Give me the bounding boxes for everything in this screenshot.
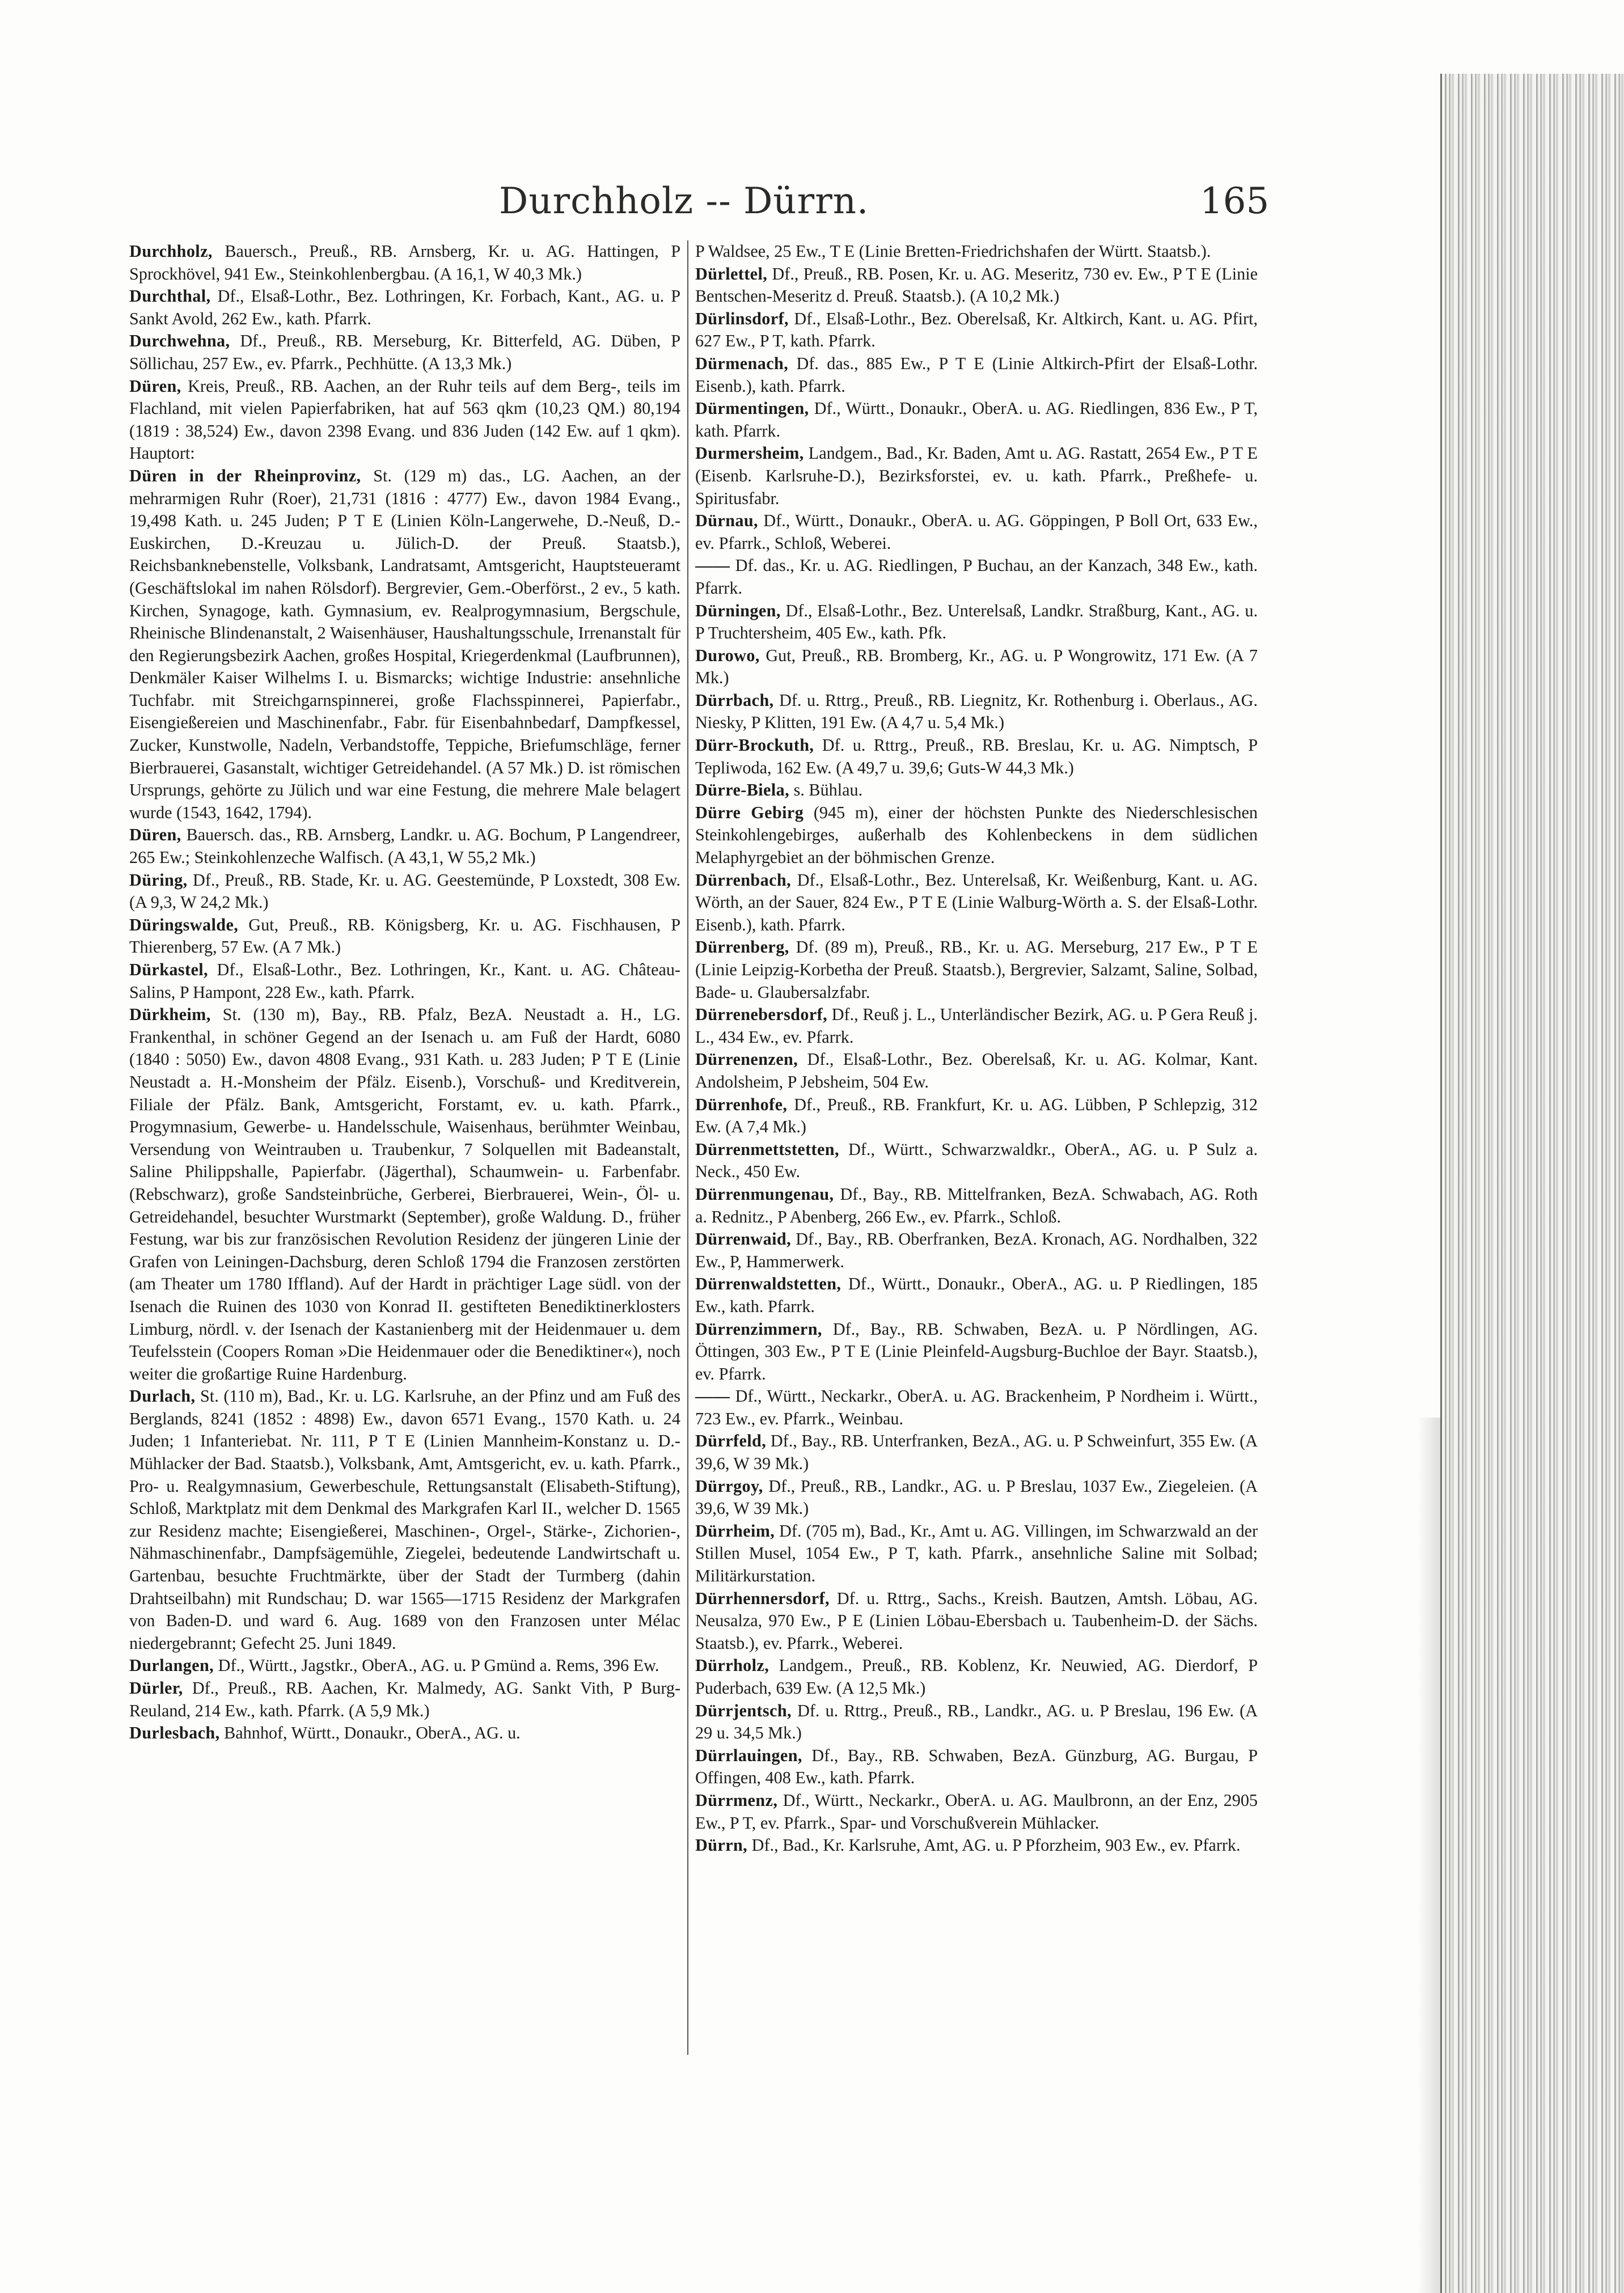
entry-headword: Düringswalde, (129, 915, 239, 934)
column-divider (687, 240, 688, 2055)
entry-headword: Durlach, (129, 1386, 196, 1406)
entry-text: Df., Elsaß-Lothr., Bez. Lothringen, Kr., Kant. u. AG. Château-Salins, P Hampont, 228 Ew., kath. Pfarrk. (129, 960, 680, 1002)
entry-headword: Dürlinsdorf, (695, 308, 789, 328)
dictionary-entry (695, 1094, 1258, 1139)
entry-headword: —— (695, 1386, 730, 1406)
dictionary-entry (695, 510, 1258, 555)
right-column (695, 240, 1258, 2061)
dictionary-entry (695, 1475, 1258, 1520)
entry-text: Gut, Preuß., RB. Königsberg, Kr. u. AG. Fischhausen, P Thierenberg, 57 Ew. (A 7 Mk.) (129, 915, 680, 957)
entry-text: St. (129 m) das., LG. Aachen, an der mehrarmigen Ruhr (Roer), 21,731 (1816 : 4777) Ew., davon 1984 Evang., 19,498 Kath. u. 245 Juden; P T E (Linien Köln-Langerwehe, D.-Neuß, D.-Euskirchen, D.-Kreuzau u. Jülich-D. der Preuß. Staatsb.), Reichsbanknebenstelle, Volksbank, Landratsamt, Amtsgericht, Hauptsteueramt (Geschäftslokal im nahen Rölsdorf). Bergrevier, Gem.-Oberförst., 2 ev., 5 kath. Kirchen, Synagoge, kath. Gymnasium, ev. Realprogymnasium, Bergschule, Rheinische Blindenanstalt, 2 Waisenhäuser, Haushaltungsschule, Irrenanstalt für den Regierungsbezirk Aachen, großes Hospital, Kriegerdenkmal (Laufbrunnen), Denkmäler Kaiser Wilhelms I. u. Bismarcks; wichtige Industrie: ansehnliche Tuchfabr. mit Streichgarnspinnerei, große Flachsspinnerei, Papierfabr., Eisengießereien und Maschinenfabr., Fabr. für Eisenbahnbedarf, Dampfkessel, Zucker, Kunstwolle, Nadeln, Verbandstoffe, Teppiche, Briefumschläge, ferner Bierbrauerei, Gasanstalt, wichtiger Getreidehandel. (A 57 Mk.) D. ist römischen Ursprungs, gehörte zu Jülich und war eine Festung, die mehrere Male belagert wurde (1543, 1642, 1794). (129, 466, 680, 822)
entry-text: Bahnhof, Württ., Donaukr., OberA., AG. u. (224, 1723, 521, 1743)
entry-headword: Durmersheim, (695, 443, 804, 463)
dictionary-entry (695, 1700, 1258, 1745)
entry-text: Df., Bad., Kr. Karlsruhe, Amt, AG. u. P Pforzheim, 903 Ew., ev. Pfarrk. (751, 1835, 1241, 1855)
dictionary-entry (129, 1385, 680, 1655)
entry-text: Df., Preuß., RB. Merseburg, Kr. Bitterfeld, AG. Düben, P Söllichau, 257 Ew., ev. Pfarrk., Pechhütte. (A 13,3 Mk.) (129, 331, 680, 373)
entry-text: Df., Preuß., RB. Frankfurt, Kr. u. AG. Lübben, P Schlepzig, 312 Ew. (A 7,4 Mk.) (695, 1094, 1258, 1137)
entry-headword: —— (695, 556, 730, 576)
entry-headword: Dürrenebersdorf, (695, 1005, 828, 1025)
entry-headword: Dürrn, (695, 1835, 748, 1855)
dictionary-entry (129, 959, 680, 1004)
entry-text: Df. (705 m), Bad., Kr., Amt u. AG. Villingen, im Schwarzwald an der Stillen Musel, 1054 Ew., P T, kath. Pfarrk., ansehnliche Saline mit Solbad; Militärkurstation. (695, 1521, 1258, 1586)
entry-text: Df., Bay., RB. Schwaben, BezA. Günzburg, AG. Burgau, P Offingen, 408 Ew., kath. Pfarrk. (695, 1745, 1258, 1788)
entry-headword: Dürrhennersdorf, (695, 1588, 830, 1608)
entry-text: Landgem., Bad., Kr. Baden, Amt u. AG. Rastatt, 2654 Ew., P T E (Eisenb. Karlsruhe-D.), Bezirksforstei, ev. u. kath. Pfarrk., Preßhefe- u. Spiritusfabr. (695, 443, 1258, 508)
entry-text: Df., Elsaß-Lothr., Bez. Oberelsaß, Kr. Altkirch, Kant. u. AG. Pfirt, 627 Ew., P T, kath. Pfarrk. (695, 308, 1258, 351)
dictionary-entry (695, 1004, 1258, 1048)
entry-headword: Düren, (129, 376, 181, 396)
dictionary-entry (695, 1318, 1258, 1386)
dictionary-entry (695, 1588, 1258, 1655)
entry-headword: Dürrjentsch, (695, 1700, 792, 1720)
entry-headword: Dürrbach, (695, 690, 774, 710)
entry-text: s. Bühlau. (793, 780, 863, 800)
entry-headword: Dürkheim, (129, 1005, 211, 1025)
dictionary-entry (695, 1745, 1258, 1789)
entry-text: Df., Preuß., RB. Stade, Kr. u. AG. Geestemünde, P Loxstedt, 308 Ew. (A 9,3, W 24,2 Mk.) (129, 870, 680, 912)
dictionary-entry (695, 1655, 1258, 1699)
entry-text: Df., Bay., RB. Oberfranken, BezA. Kronach, AG. Nordhalben, 322 Ew., P, Hammerwerk. (695, 1229, 1258, 1271)
dictionary-entry (129, 1677, 680, 1722)
entry-headword: Durlesbach, (129, 1723, 220, 1743)
entry-headword: Dürrenzimmern, (695, 1319, 822, 1339)
entry-text: Df. das., 885 Ew., P T E (Linie Altkirch-Pfirt der Elsaß-Lothr. Eisenb.), kath. Pfarrk. (695, 353, 1258, 396)
entry-headword: Düring, (129, 870, 188, 890)
dictionary-entry (129, 465, 680, 824)
dictionary-entry (695, 1789, 1258, 1834)
entry-text: Df. u. Rttrg., Preuß., RB., Landkr., AG. u. P Breslau, 196 Ew. (A 29 u. 34,5 Mk.) (695, 1700, 1258, 1743)
entry-text: Bauersch. das., RB. Arnsberg, Landkr. u. AG. Bochum, P Langendreer, 265 Ew.; Steinkohlenzeche Walfisch. (A 43,1, W 55,2 Mk.) (129, 825, 680, 868)
entry-headword: Düren in der Rheinprovinz, (129, 466, 361, 485)
entry-headword: Dürre-Biela, (695, 780, 790, 800)
left-column (129, 240, 680, 2083)
entry-headword: Dürrmenz, (695, 1790, 778, 1810)
dictionary-entry (129, 869, 680, 914)
entry-text: Df., Württ., Schwarzwaldkr., OberA., AG. u. P Sulz a. Neck., 450 Ew. (695, 1139, 1258, 1182)
dictionary-entry (129, 1722, 680, 1745)
entry-headword: Dürrenbach, (695, 870, 792, 890)
entry-headword: Dürrgoy, (695, 1476, 763, 1496)
entry-headword: Düren, (129, 825, 181, 845)
entry-text: Gut, Preuß., RB. Bromberg, Kr., AG. u. P Wongrowitz, 171 Ew. (A 7 Mk.) (695, 645, 1258, 688)
dictionary-entry (129, 330, 680, 375)
dictionary-entry (129, 375, 680, 465)
entry-headword: Durchwehna, (129, 331, 230, 351)
entry-headword: Dürrheim, (695, 1521, 775, 1541)
dictionary-entry (695, 869, 1258, 937)
entry-text: Df., Württ., Donaukr., OberA., AG. u. P Riedlingen, 185 Ew., kath. Pfarrk. (695, 1274, 1258, 1316)
dictionary-entry (695, 936, 1258, 1004)
entry-text: P Waldsee, 25 Ew., T E (Linie Bretten-Friedrichshafen der Württ. Staatsb.). (695, 242, 1211, 261)
entry-headword: Dürrenmettstetten, (695, 1139, 839, 1159)
entry-headword: Dürmenach, (695, 353, 789, 373)
entry-headword: Dürrenwaid, (695, 1229, 792, 1249)
entry-text: Bauersch., Preuß., RB. Arnsberg, Kr. u. AG. Hattingen, P Sprockhövel, 941 Ew., Steinkohlenbergbau. (A 16,1, W 40,3 Mk.) (129, 242, 680, 284)
dictionary-entry (695, 689, 1258, 734)
entry-headword: Dürrenberg, (695, 937, 789, 957)
entry-text: Df., Württ., Neckarkr., OberA. u. AG. Maulbronn, an der Enz, 2905 Ew., P T, ev. Pfarrk., Spar- und Vorschußverein Mühlacker. (695, 1790, 1258, 1833)
entry-headword: Dürrenhofe, (695, 1094, 788, 1114)
dictionary-entry (695, 1048, 1258, 1093)
dictionary-entry (695, 1430, 1258, 1475)
dictionary-entry (695, 1834, 1258, 1857)
entry-headword: Durchholz, (129, 242, 213, 261)
entry-text: Df., Preuß., RB. Aachen, Kr. Malmedy, AG. Sankt Vith, P Burg-Reuland, 214 Ew., kath. Pfarrk. (A 5,9 Mk.) (129, 1678, 680, 1720)
entry-text: Df. u. Rttrg., Preuß., RB. Liegnitz, Kr. Rothenburg i. Oberlaus., AG. Niesky, P Klitten, 191 Ew. (A 4,7 u. 5,4 Mk.) (695, 690, 1258, 733)
entry-text: Df., Preuß., RB., Landkr., AG. u. P Breslau, 1037 Ew., Ziegeleien. (A 39,6, W 39 Mk.) (695, 1476, 1258, 1518)
entry-headword: Dürrenenzen, (695, 1050, 798, 1069)
dictionary-entry (695, 600, 1258, 645)
entry-text: Df. (89 m), Preuß., RB., Kr. u. AG. Merseburg, 217 Ew., P T E (Linie Leipzig-Korbetha der Preuß. Staatsb.), Bergrevier, Salzamt, Saline, Solbad, Bade- u. Glaubersalzfabr. (695, 937, 1258, 1002)
dictionary-entry (695, 1385, 1258, 1430)
entry-text: Df., Bay., RB. Mittelfranken, BezA. Schwabach, AG. Roth a. Rednitz., P Abenberg, 266 Ew., ev. Pfarrk., Schloß. (695, 1184, 1258, 1226)
book-binding-edge (1440, 74, 1624, 2293)
dictionary-entry (695, 555, 1258, 599)
dictionary-entry (695, 308, 1258, 353)
dictionary-entry (129, 824, 680, 869)
entry-text: Df., Württ., Donaukr., OberA. u. AG. Göppingen, P Boll Ort, 633 Ew., ev. Pfarrk., Schloß, Weberei. (695, 511, 1258, 553)
entry-headword: Dürningen, (695, 600, 781, 620)
entry-text: Df., Reuß j. L., Unterländischer Bezirk, AG. u. P Gera Reuß j. L., 434 Ew., ev. Pfarrk. (695, 1005, 1258, 1047)
entry-headword: Dürr-Brockuth, (695, 735, 814, 755)
dictionary-entry (695, 779, 1258, 802)
dictionary-entry (129, 914, 680, 959)
dictionary-entry (695, 1520, 1258, 1588)
dictionary-entry (129, 285, 680, 330)
entry-text: St. (130 m), Bay., RB. Pfalz, BezA. Neustadt a. H., LG. Frankenthal, in schöner Gegend an der Isenach u. am Fuß der Hardt, 6080 (1840 : 5050) Ew., davon 4808 Evang., 931 Kath. u. 283 Juden; P T E (Linie Neustadt a. H.-Monsheim der Pfälz. Eisenb.), Vorschuß- und Kreditverein, Filiale der Pfälz. Bank, Amtsgericht, Forstamt, ev. u. kath. Pfarrk., Progymnasium, Gewerbe- u. Handelsschule, Waisenhaus, berühmter Weinbau, Versendung von Weintrauben u. Traubenkur, 7 Solquellen mit Badeanstalt, Saline Philippshalle, Papierfabr. (Jägerthal), Schaumwein- u. Farbenfabr. (Rebschwarz), große Sandsteinbrüche, Gerberei, Bierbrauerei, Wein-, Öl- u. Getreidehandel, besuchter Wurstmarkt (September), große Waldung. D., früher Festung, war bis zur französischen Revolution Residenz der jüngeren Linie der Grafen von Leiningen-Dachsburg, deren Schloß 1794 die Franzosen zerstörten (am Theater um 1780 Iffland). Auf der Hardt in prächtiger Lage südl. von der Isenach die Ruinen des 1030 von Konrad II. gestifteten Benediktinerklosters Limburg, nördl. v. der Isenach der Kastanienberg mit der Heidenmauer u. dem Teufelsstein (Coopers Roman »Die Heidenmauer oder die Benediktiner«), noch weiter die großartige Ruine Hardenburg. (129, 1005, 680, 1384)
entry-headword: Dürrlauingen, (695, 1745, 802, 1765)
dictionary-entry (129, 1655, 680, 1677)
entry-headword: Durlangen, (129, 1656, 214, 1676)
entry-headword: Durowo, (695, 645, 760, 665)
entry-headword: Dürlettel, (695, 264, 768, 284)
entry-text: Df., Preuß., RB. Posen, Kr. u. AG. Meseritz, 730 ev. Ew., P T E (Linie Bentschen-Meseritz d. Preuß. Staatsb.). (A 10,2 Mk.) (695, 264, 1258, 306)
dictionary-entry (695, 645, 1258, 689)
dictionary-entry (695, 240, 1258, 263)
dictionary-entry (695, 734, 1258, 779)
entry-text: Landgem., Preuß., RB. Koblenz, Kr. Neuwied, AG. Dierdorf, P Puderbach, 639 Ew. (A 12,5 Mk.) (695, 1656, 1258, 1698)
entry-headword: Dürre Gebirg (695, 802, 804, 822)
entry-headword: Durchthal, (129, 286, 211, 306)
entry-headword: Dürmentingen, (695, 399, 809, 418)
dictionary-entry (695, 442, 1258, 510)
entry-text: Df., Bay., RB. Unterfranken, BezA., AG. u. P Schweinfurt, 355 Ew. (A 39,6, W 39 Mk.) (695, 1431, 1258, 1474)
entry-text: Df. u. Rttrg., Preuß., RB. Breslau, Kr. u. AG. Nimptsch, P Tepliwoda, 162 Ew. (A 49,7 u. 39,6; Guts-W 44,3 Mk.) (695, 735, 1258, 777)
entry-text: (945 m), einer der höchsten Punkte des Niederschlesischen Steinkohlengebirges, außerhalb des Kohlenbeckens in dem südlichen Melaphyrgebiet an der böhmischen Grenze. (695, 802, 1258, 868)
dictionary-entry (695, 1183, 1258, 1228)
entry-text: Df., Württ., Donaukr., OberA. u. AG. Riedlingen, 836 Ew., P T, kath. Pfarrk. (695, 399, 1258, 441)
dictionary-entry (695, 1228, 1258, 1273)
dictionary-entry (129, 240, 680, 285)
entry-headword: Dürrholz, (695, 1656, 769, 1676)
dictionary-entry (695, 353, 1258, 397)
dictionary-entry (695, 1139, 1258, 1183)
dictionary-entry (129, 1004, 680, 1385)
entry-headword: Dürler, (129, 1678, 183, 1698)
entry-text: Df., Württ., Jagstkr., OberA., AG. u. P Gmünd a. Rems, 396 Ew. (218, 1656, 659, 1676)
entry-headword: Dürrfeld, (695, 1431, 767, 1451)
entry-text: Kreis, Preuß., RB. Aachen, an der Ruhr teils auf dem Berg-, teils im Flachland, mit vielen Papierfabriken, hat auf 563 qkm (10,23 QM.) 80,194 (1819 : 38,524) Ew., davon 2398 Evang. und 836 Juden (142 Ew. auf 1 qkm). Hauptort: (129, 376, 680, 463)
running-header: Durchholz -- Dürrn. (499, 180, 869, 222)
entry-headword: Dürkastel, (129, 960, 209, 979)
entry-text: Df., Bay., RB. Schwaben, BezA. u. P Nördlingen, AG. Öttingen, 303 Ew., P T E (Linie Pleinfeld-Augsburg-Buchloe der Bayr. Staatsb.), ev. Pfarrk. (695, 1319, 1258, 1384)
dictionary-entry (695, 1273, 1258, 1318)
entry-text: Df., Elsaß-Lothr., Bez. Unterelsaß, Landkr. Straßburg, Kant., AG. u. P Truchtersheim, 405 Ew., kath. Pfk. (695, 600, 1258, 643)
entry-headword: Dürrenmungenau, (695, 1184, 834, 1204)
dictionary-entry (695, 397, 1258, 442)
entry-text: Df., Elsaß-Lothr., Bez. Unterelsaß, Kr. Weißenburg, Kant. u. AG. Wörth, an der Sauer, 824 Ew., P T E (Linie Walburg-Wörth a. S. der Elsaß-Lothr. Eisenb.), kath. Pfarrk. (695, 870, 1258, 934)
entry-text: Df. u. Rttrg., Sachs., Kreish. Bautzen, Amtsh. Löbau, AG. Neusalza, 970 Ew., P E (Linien Löbau-Ebersbach u. Taubenheim-D. der Sächs. Staatsb.), ev. Pfarrk., Weberei. (695, 1588, 1258, 1653)
entry-text: Df., Elsaß-Lothr., Bez. Lothringen, Kr. Forbach, Kant., AG. u. P Sankt Avold, 262 Ew., kath. Pfarrk. (129, 286, 680, 328)
dictionary-entry (695, 263, 1258, 308)
page-number: 165 (1200, 180, 1270, 222)
entry-text: Df., Elsaß-Lothr., Bez. Oberelsaß, Kr. u. AG. Kolmar, Kant. Andolsheim, P Jebsheim, 504 Ew. (695, 1050, 1258, 1091)
dictionary-entry (695, 802, 1258, 869)
entry-headword: Dürnau, (695, 511, 759, 531)
entry-text: Df., Württ., Neckarkr., OberA. u. AG. Brackenheim, P Nordheim i. Württ., 723 Ew., ev. Pfarrk., Weinbau. (695, 1386, 1258, 1428)
entry-text: St. (110 m), Bad., Kr. u. LG. Karlsruhe, an der Pfinz und am Fuß des Berglands, 8241 (1852 : 4898) Ew., davon 6571 Evang., 1570 Kath. u. 24 Juden; 1 Infanteriebat. Nr. 111, P T E (Linien Mannheim-Konstanz u. D.-Mühlacker der Bad. Staatsb.), Volksbank, Amt, Amtsgericht, ev. u. kath. Pfarrk., Pro- u. Realgymnasium, Gewerbeschule, Rettungsanstalt (Elisabeth-Stiftung), Schloß, Marktplatz mit dem Denkmal des Markgrafen Karl II., welcher D. 1565 zur Residenz machte; Eisengießerei, Maschinen-, Orgel-, Stärke-, Zichorien-, Nähmaschinenfabr., Dampfsägemühle, Ziegelei, bedeutende Landwirtschaft u. Gartenbau, besuchte Fruchtmärkte, über der Stadt der Turmberg (dahin Drahtseilbahn) mit Rundschau; D. war 1565—1715 Residenz der Markgrafen von Baden-D. und ward 6. Aug. 1689 von den Franzosen unter Mélac niedergebrannt; Gefecht 25. Juni 1849. (129, 1386, 680, 1653)
entry-headword: Dürrenwaldstetten, (695, 1274, 841, 1294)
entry-text: Df. das., Kr. u. AG. Riedlingen, P Buchau, an der Kanzach, 348 Ew., kath. Pfarrk. (695, 556, 1258, 598)
